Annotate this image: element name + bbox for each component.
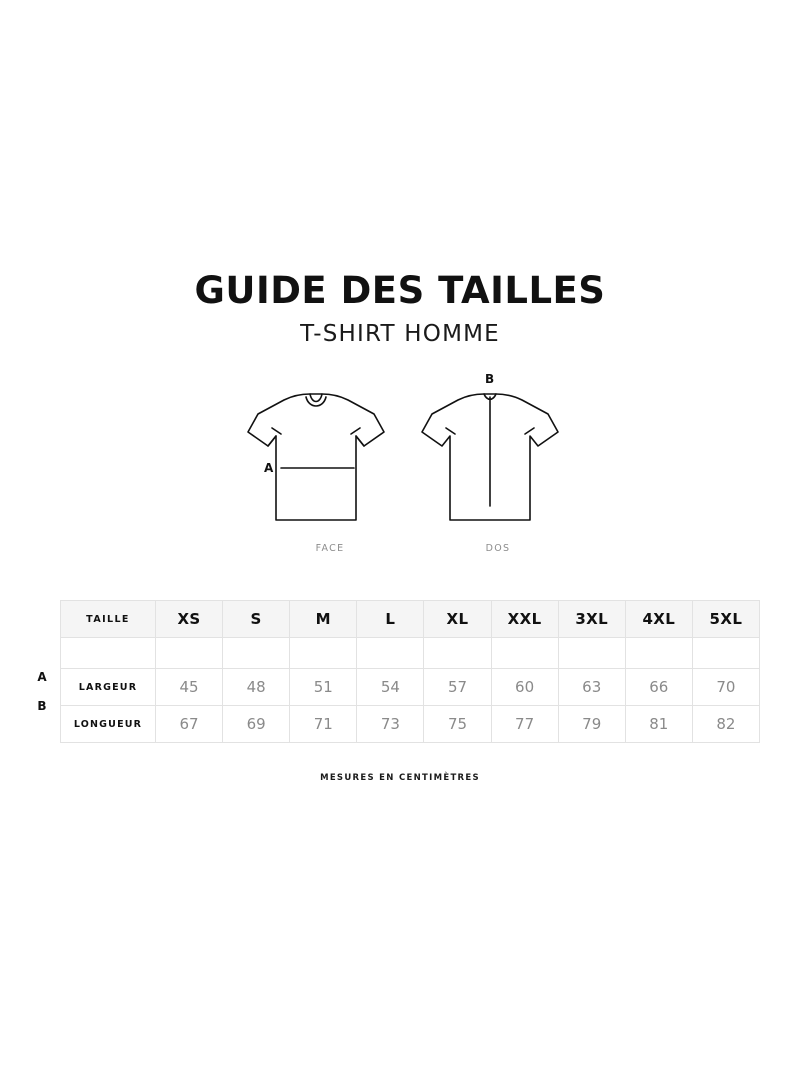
header-size-xl: XL <box>424 601 491 638</box>
cell-largeur-m: 51 <box>290 669 357 706</box>
size-table <box>60 600 760 743</box>
spacer-cell <box>692 638 759 669</box>
spacer-cell <box>223 638 290 669</box>
header-size-m: M <box>290 601 357 638</box>
title-block <box>0 269 800 347</box>
cell-largeur-xs: 45 <box>156 669 223 706</box>
header-size-l: L <box>357 601 424 638</box>
caption-front: FACE <box>315 543 345 554</box>
row-marker-a: A <box>37 670 47 684</box>
header-taille: TAILLE <box>61 601 156 638</box>
header-size-3xl: 3XL <box>558 601 625 638</box>
spacer-cell <box>491 638 558 669</box>
row-label-largeur: LARGEUR <box>61 669 156 706</box>
measurement-note: MESURES EN CENTIMÈTRES <box>320 773 480 783</box>
header-size-s: S <box>223 601 290 638</box>
cell-largeur-5xl: 70 <box>692 669 759 706</box>
table-row <box>61 669 760 706</box>
caption-back: DOS <box>485 543 511 554</box>
tshirt-illustration <box>0 370 800 560</box>
cell-longueur-5xl: 82 <box>692 706 759 743</box>
header-size-xxl: XXL <box>491 601 558 638</box>
spacer-cell <box>625 638 692 669</box>
cell-longueur-s: 69 <box>223 706 290 743</box>
cell-longueur-xl: 75 <box>424 706 491 743</box>
header-size-4xl: 4XL <box>625 601 692 638</box>
spacer-cell <box>357 638 424 669</box>
illustration-marker-b: B <box>485 372 495 386</box>
spacer-cell <box>290 638 357 669</box>
cell-largeur-xl: 57 <box>424 669 491 706</box>
cell-longueur-xxl: 77 <box>491 706 558 743</box>
size-table-head <box>61 601 760 638</box>
row-marker-b: B <box>37 699 47 713</box>
cell-largeur-s: 48 <box>223 669 290 706</box>
page-title: GUIDE DES TAILLES <box>194 269 606 312</box>
spacer-cell <box>61 638 156 669</box>
header-size-xs: XS <box>156 601 223 638</box>
table-row <box>61 706 760 743</box>
cell-longueur-xs: 67 <box>156 706 223 743</box>
size-table-wrapper <box>60 600 760 743</box>
spacer-cell <box>424 638 491 669</box>
cell-longueur-4xl: 81 <box>625 706 692 743</box>
cell-longueur-3xl: 79 <box>558 706 625 743</box>
table-spacer-row <box>61 638 760 669</box>
row-label-longueur: LONGUEUR <box>61 706 156 743</box>
cell-longueur-m: 71 <box>290 706 357 743</box>
spacer-cell <box>156 638 223 669</box>
illustration-marker-a: A <box>264 461 274 475</box>
cell-largeur-xxl: 60 <box>491 669 558 706</box>
cell-largeur-l: 54 <box>357 669 424 706</box>
illustration-captions <box>0 543 800 559</box>
page-subtitle: T-SHIRT HOMME <box>300 320 500 347</box>
table-header-row <box>61 601 760 638</box>
cell-longueur-l: 73 <box>357 706 424 743</box>
cell-largeur-4xl: 66 <box>625 669 692 706</box>
cell-largeur-3xl: 63 <box>558 669 625 706</box>
header-size-5xl: 5XL <box>692 601 759 638</box>
tshirt-front-shape <box>248 394 384 520</box>
spacer-cell <box>558 638 625 669</box>
size-table-body <box>61 638 760 743</box>
